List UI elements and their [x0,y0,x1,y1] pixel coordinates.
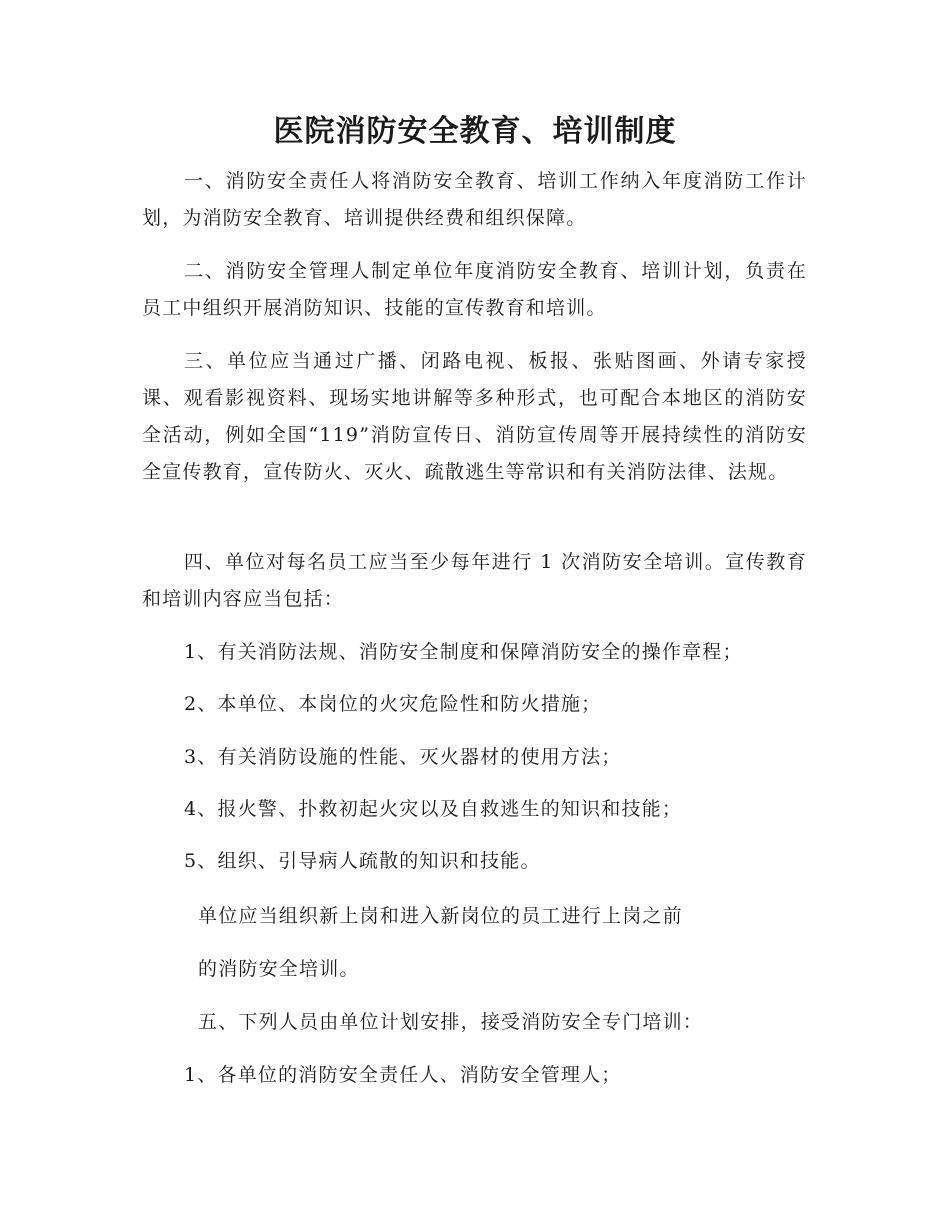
paragraph-3: 三、单位应当通过广播、闭路电视、板报、张贴图画、外请专家授课、观看影视资料、现场实地讲解等多种形式，也可配合本地区的消防安全活动，例如全国“119”消防宣传日、消防宣传周等开展持续性的消防安全宣传教育，宣传防火、灭火、疏散逃生等常识和有关消防法律、法规。 [142,350,807,483]
list-item: 3、有关消防设施的性能、灭火器材的使用方法； [184,746,622,768]
list-item: 5、组织、引导病人疏散的知识和技能。 [184,850,541,872]
note-line-1: 单位应当组织新上岗和进入新岗位的员工进行上岗之前 [198,905,683,927]
paragraph-4: 四、单位对每名员工应当至少每年进行 1 次消防安全培训。宣传教育和培训内容应当包括： [142,551,807,610]
list-item: 2、本单位、本岗位的火灾危险性和防火措施； [184,693,602,715]
paragraph-1: 一、消防安全责任人将消防安全教育、培训工作纳入年度消防工作计划，为消防安全教育、培训提供经费和组织保障。 [142,170,807,229]
paragraph-2: 二、消防安全管理人制定单位年度消防安全教育、培训计划，负责在员工中组织开展消防知识、技能的宣传教育和培训。 [142,260,807,319]
list-item: 1、各单位的消防安全责任人、消防安全管理人； [184,1064,622,1086]
paragraph-5: 五、下列人员由单位计划安排，接受消防安全专门培训： [198,1011,704,1033]
document-title: 医院消防安全教育、培训制度 [273,114,677,149]
note-line-2: 的消防安全培训。 [198,958,360,980]
list-item: 1、有关消防法规、消防安全制度和保障消防安全的操作章程； [184,641,743,663]
list-item: 4、报火警、扑救初起火灾以及自救逃生的知识和技能； [184,798,683,820]
